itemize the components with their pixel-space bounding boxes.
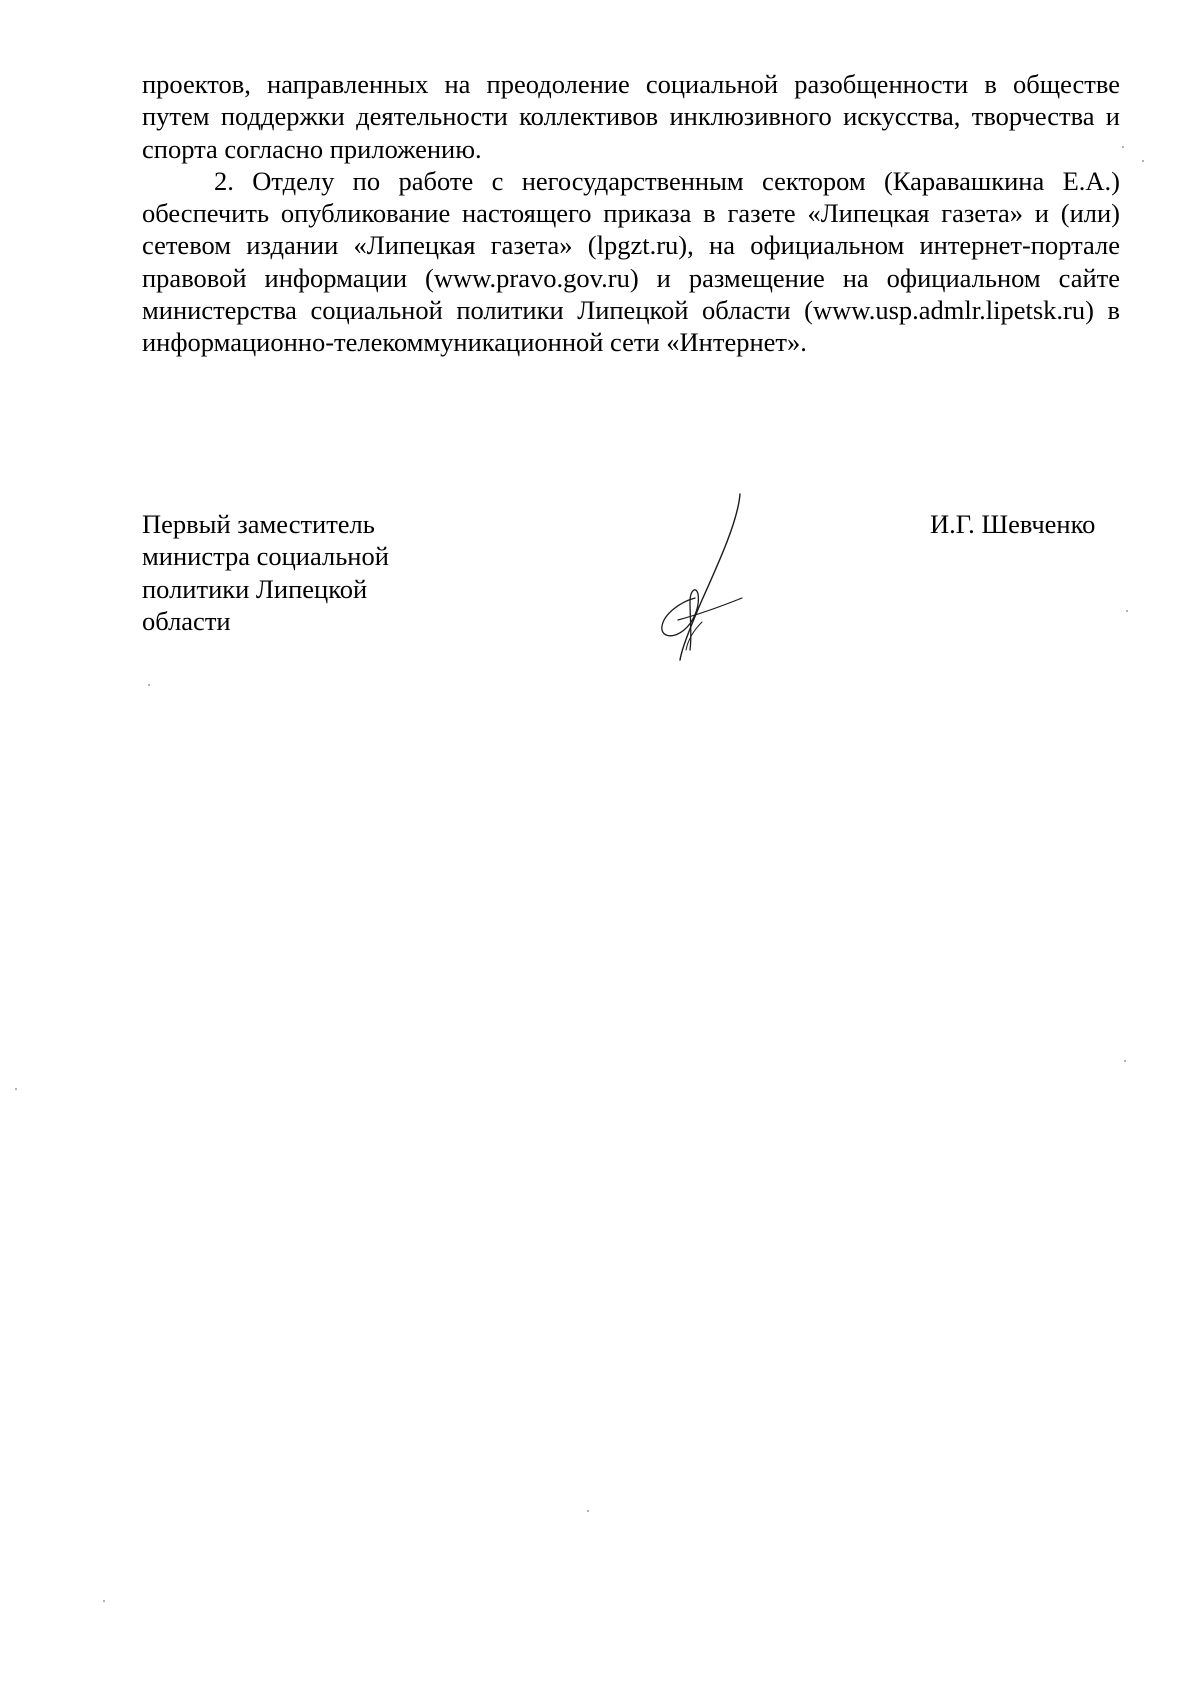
scan-speck xyxy=(103,1600,105,1602)
position-line: политики Липецкой xyxy=(142,573,368,604)
position-line: Первый заместитель xyxy=(142,509,375,539)
position-line: области xyxy=(142,605,231,636)
signatory-name: И.Г. Шевченко xyxy=(930,509,1096,539)
scan-speck xyxy=(1124,1060,1126,1062)
scan-speck xyxy=(1142,160,1144,162)
paragraph-item-2: 2. Отделу по работе с негосударственным сектором (Каравашкина Е.А.) обеспечить опубликование настоящего приказа в газете «Липецкая газета» и (или) сетевом издании «Липецкая газета» (lpgzt.ru), на официальном интернет-портале правовой информации (www.pravo.gov.ru) и размещение на официальном сайте министерства социальной политики Липецкой области (www.usp.admlr.lipetsk.ru) в информационно-телекоммуникационной сети «Интернет». xyxy=(142,165,1120,358)
scan-speck xyxy=(148,684,150,686)
scan-speck xyxy=(15,1088,17,1090)
handwritten-signature xyxy=(650,490,760,665)
scan-speck xyxy=(1126,610,1128,612)
paragraph-continuation: проектов, направленных на преодоление социальной разобщенности в обществе путем поддержки деятельности коллективов инклюзивного искусства, творчества и спорта согласно приложению. xyxy=(142,69,1120,164)
scan-speck xyxy=(1122,146,1124,148)
scan-speck xyxy=(587,1510,589,1512)
signatory-position xyxy=(142,508,389,637)
position-line: министра социальной xyxy=(142,541,389,572)
document-body xyxy=(142,68,1120,359)
